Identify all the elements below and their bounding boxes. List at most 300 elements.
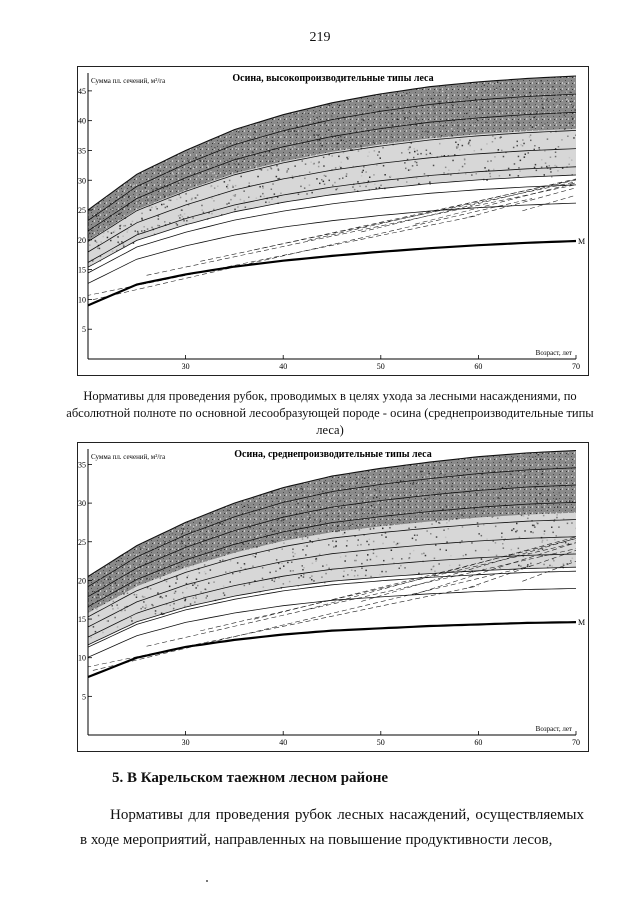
speckle xyxy=(396,94,398,96)
speckle xyxy=(294,553,296,555)
speckle xyxy=(352,139,354,141)
speckle xyxy=(513,457,515,459)
speckle xyxy=(157,169,159,171)
speckle xyxy=(537,482,539,484)
speckle xyxy=(101,581,103,583)
speckle xyxy=(98,615,100,617)
speckle xyxy=(267,528,269,530)
speckle xyxy=(309,540,311,542)
speckle xyxy=(527,80,529,82)
speckle xyxy=(194,155,196,157)
speckle xyxy=(344,532,346,534)
speckle xyxy=(463,555,465,557)
speckle xyxy=(214,187,216,189)
speckle xyxy=(517,489,519,491)
speckle xyxy=(329,180,331,182)
speckle xyxy=(277,520,279,522)
speckle xyxy=(331,155,333,157)
speckle xyxy=(497,81,499,83)
speckle xyxy=(391,113,393,115)
speckle xyxy=(197,585,199,587)
speckle xyxy=(410,169,412,171)
speckle xyxy=(152,189,154,191)
speckle xyxy=(141,218,143,220)
speckle xyxy=(303,121,305,123)
speckle xyxy=(276,559,278,561)
speckle xyxy=(495,106,497,108)
speckle xyxy=(400,492,402,494)
speckle xyxy=(302,565,304,567)
speckle xyxy=(527,506,529,508)
speckle xyxy=(557,105,559,107)
speckle xyxy=(522,145,524,147)
speckle xyxy=(164,177,166,179)
speckle xyxy=(314,117,316,119)
speckle xyxy=(326,564,328,566)
speckle xyxy=(550,157,552,159)
speckle xyxy=(243,190,245,192)
speckle xyxy=(431,154,433,156)
speckle xyxy=(252,147,254,149)
speckle xyxy=(177,178,179,180)
speckle xyxy=(144,596,146,598)
speckle xyxy=(354,570,356,572)
y-tick-label: 20 xyxy=(78,235,86,245)
speckle xyxy=(432,512,434,514)
speckle xyxy=(269,161,271,163)
speckle xyxy=(305,163,307,165)
speckle xyxy=(468,142,470,144)
speckle xyxy=(496,121,498,123)
speckle xyxy=(318,129,320,131)
speckle xyxy=(430,507,432,509)
speckle xyxy=(467,506,469,508)
speckle xyxy=(451,486,453,488)
speckle xyxy=(137,201,139,203)
speckle xyxy=(547,471,549,473)
speckle xyxy=(302,509,304,511)
speckle xyxy=(209,532,211,534)
speckle xyxy=(553,560,555,562)
speckle xyxy=(321,514,323,516)
speckle xyxy=(546,166,548,168)
speckle xyxy=(335,167,337,169)
speckle xyxy=(263,528,265,530)
speckle xyxy=(228,203,230,205)
speckle xyxy=(485,90,487,92)
speckle xyxy=(208,520,210,522)
speckle xyxy=(349,515,351,517)
speckle xyxy=(566,99,568,101)
speckle xyxy=(107,231,109,233)
speckle xyxy=(283,583,285,585)
speckle xyxy=(227,510,229,512)
speckle xyxy=(445,537,447,539)
speckle xyxy=(223,143,225,145)
speckle xyxy=(233,148,235,150)
speckle xyxy=(315,111,317,113)
speckle xyxy=(442,91,444,93)
page-number: 219 xyxy=(309,30,331,45)
speckle xyxy=(308,118,310,120)
speckle xyxy=(460,466,462,468)
speckle xyxy=(530,140,532,142)
speckle xyxy=(300,527,302,529)
speckle xyxy=(147,228,149,230)
speckle xyxy=(279,568,281,570)
speckle xyxy=(372,510,374,512)
speckle xyxy=(244,585,246,587)
speckle xyxy=(520,454,522,456)
speckle xyxy=(388,122,390,124)
speckle xyxy=(222,524,224,526)
speckle xyxy=(551,527,553,529)
speckle xyxy=(213,581,215,583)
speckle xyxy=(475,550,477,552)
speckle xyxy=(243,543,245,545)
speckle xyxy=(538,454,540,456)
speckle xyxy=(523,143,525,145)
speckle xyxy=(414,151,416,153)
speckle xyxy=(524,482,526,484)
speckle xyxy=(307,516,309,518)
speckle xyxy=(346,176,348,178)
speckle xyxy=(180,197,182,199)
speckle xyxy=(190,603,192,605)
speckle xyxy=(244,159,246,161)
speckle xyxy=(163,575,165,577)
speckle xyxy=(536,170,538,172)
speckle xyxy=(271,579,273,581)
speckle xyxy=(324,123,326,125)
speckle xyxy=(576,472,578,474)
speckle xyxy=(217,186,219,188)
speckle xyxy=(572,118,574,120)
speckle xyxy=(306,545,308,547)
speckle xyxy=(341,162,343,164)
speckle xyxy=(359,473,361,475)
speckle xyxy=(173,608,175,610)
speckle xyxy=(509,119,511,121)
minimum-line-label: М xyxy=(578,618,586,628)
speckle xyxy=(304,187,306,189)
speckle xyxy=(476,510,478,512)
speckle xyxy=(513,147,515,149)
speckle xyxy=(161,204,163,206)
speckle xyxy=(210,170,212,172)
speckle xyxy=(178,566,180,568)
speckle xyxy=(573,105,575,107)
speckle xyxy=(200,591,202,593)
speckle xyxy=(210,186,212,188)
speckle xyxy=(557,170,559,172)
speckle xyxy=(363,170,365,172)
speckle xyxy=(462,526,464,528)
speckle xyxy=(143,601,145,603)
y-tick-label: 30 xyxy=(78,176,86,186)
speckle xyxy=(376,164,378,166)
speckle xyxy=(188,575,190,577)
speckle xyxy=(542,473,544,475)
speckle xyxy=(546,99,548,101)
speckle xyxy=(499,111,501,113)
speckle xyxy=(511,503,513,505)
speckle xyxy=(151,604,153,606)
speckle xyxy=(550,467,552,469)
speckle xyxy=(344,560,346,562)
speckle xyxy=(348,526,350,528)
speckle xyxy=(303,574,305,576)
speckle xyxy=(300,186,302,188)
speckle xyxy=(127,589,129,591)
speckle xyxy=(455,476,457,478)
speckle xyxy=(400,480,402,482)
speckle xyxy=(189,560,191,562)
speckle xyxy=(398,504,400,506)
speckle xyxy=(170,200,172,202)
speckle xyxy=(157,225,159,227)
speckle xyxy=(431,136,433,138)
speckle xyxy=(516,111,518,113)
speckle xyxy=(234,195,236,197)
speckle xyxy=(124,588,126,590)
speckle xyxy=(399,542,401,544)
speckle xyxy=(328,544,330,546)
speckle xyxy=(89,244,91,246)
speckle xyxy=(412,483,414,485)
speckle xyxy=(216,555,218,557)
speckle xyxy=(486,538,488,540)
speckle xyxy=(112,608,114,610)
speckle xyxy=(311,501,313,503)
speckle xyxy=(362,172,364,174)
speckle xyxy=(133,185,135,187)
speckle xyxy=(339,105,341,107)
speckle xyxy=(224,594,226,596)
speckle xyxy=(511,549,512,551)
speckle xyxy=(478,533,480,535)
speckle xyxy=(458,494,460,496)
speckle xyxy=(293,142,295,144)
speckle xyxy=(539,493,541,495)
speckle xyxy=(444,474,446,476)
x-tick-label: 40 xyxy=(279,738,288,747)
speckle xyxy=(467,120,469,122)
speckle xyxy=(428,473,430,475)
speckle xyxy=(368,488,370,490)
speckle xyxy=(414,148,416,150)
speckle xyxy=(392,474,394,476)
speckle xyxy=(223,592,225,594)
speckle xyxy=(354,128,356,130)
speckle xyxy=(527,566,529,568)
x-axis-label: Возраст, лет xyxy=(535,725,572,733)
speckle xyxy=(345,555,347,557)
speckle xyxy=(145,604,147,606)
speckle xyxy=(112,605,114,607)
speckle xyxy=(380,489,382,491)
speckle xyxy=(551,490,553,492)
speckle xyxy=(518,122,520,124)
speckle xyxy=(420,153,422,155)
speckle xyxy=(520,160,522,162)
speckle xyxy=(500,137,502,139)
speckle xyxy=(236,151,238,153)
speckle xyxy=(355,134,357,136)
speckle xyxy=(525,471,527,473)
speckle xyxy=(117,242,119,244)
speckle xyxy=(354,575,356,577)
speckle xyxy=(165,595,167,597)
speckle xyxy=(575,135,577,137)
speckle xyxy=(324,184,326,186)
speckle xyxy=(503,547,505,549)
speckle xyxy=(292,570,294,572)
speckle xyxy=(372,508,374,510)
speckle xyxy=(407,475,409,477)
speckle xyxy=(506,103,508,105)
speckle xyxy=(262,578,264,580)
speckle xyxy=(159,596,161,598)
speckle xyxy=(570,92,572,94)
speckle xyxy=(346,173,348,175)
speckle xyxy=(226,186,228,188)
speckle xyxy=(290,489,292,491)
speckle xyxy=(369,539,371,541)
speckle xyxy=(556,494,558,496)
speckle xyxy=(518,565,520,567)
speckle xyxy=(122,236,124,238)
speckle xyxy=(281,563,283,565)
speckle xyxy=(258,497,260,499)
speckle xyxy=(392,470,394,472)
speckle xyxy=(248,136,250,138)
speckle xyxy=(457,482,459,484)
speckle xyxy=(192,537,194,539)
speckle xyxy=(346,157,348,159)
speckle xyxy=(569,157,571,159)
speckle xyxy=(186,587,188,589)
speckle xyxy=(342,177,344,179)
speckle xyxy=(509,482,511,484)
speckle xyxy=(204,571,206,573)
speckle xyxy=(492,83,494,85)
speckle xyxy=(283,539,285,541)
speckle xyxy=(556,166,558,168)
speckle xyxy=(552,86,554,88)
speckle xyxy=(380,512,382,514)
y-tick-label: 10 xyxy=(78,653,86,663)
speckle xyxy=(311,192,313,194)
speckle xyxy=(271,168,273,170)
speckle xyxy=(226,203,228,205)
speckle xyxy=(565,118,567,120)
speckle xyxy=(174,593,176,595)
speckle xyxy=(223,585,225,587)
speckle xyxy=(569,498,571,500)
speckle xyxy=(480,458,482,460)
speckle xyxy=(370,528,372,530)
speckle xyxy=(201,540,203,542)
speckle xyxy=(113,601,115,603)
speckle xyxy=(529,493,531,495)
speckle xyxy=(280,193,282,195)
speckle xyxy=(406,93,408,95)
speckle xyxy=(244,563,246,565)
speckle xyxy=(390,524,392,526)
speckle xyxy=(431,109,433,111)
speckle xyxy=(486,143,488,145)
speckle xyxy=(182,592,184,594)
speckle xyxy=(538,481,540,483)
speckle xyxy=(476,116,478,118)
speckle xyxy=(282,548,284,550)
speckle xyxy=(131,574,133,576)
speckle xyxy=(315,114,317,116)
speckle xyxy=(229,135,231,137)
speckle xyxy=(527,107,529,109)
speckle xyxy=(541,108,543,110)
speckle xyxy=(336,531,338,533)
speckle xyxy=(293,556,295,558)
speckle xyxy=(292,552,294,554)
speckle xyxy=(471,174,473,176)
speckle xyxy=(493,102,495,104)
speckle xyxy=(311,575,313,577)
speckle xyxy=(127,565,129,567)
speckle xyxy=(375,489,377,491)
speckle xyxy=(303,576,305,578)
speckle xyxy=(283,512,285,514)
speckle xyxy=(305,113,307,115)
speckle xyxy=(384,174,386,176)
speckle xyxy=(183,556,185,558)
speckle xyxy=(564,83,566,85)
speckle xyxy=(151,227,153,229)
speckle xyxy=(106,220,108,222)
speckle xyxy=(362,493,364,495)
chart-title: Осина, высокопроизводительные типы леса xyxy=(232,73,434,84)
speckle xyxy=(180,543,182,545)
speckle xyxy=(366,541,368,543)
speckle xyxy=(530,531,532,533)
speckle xyxy=(179,181,181,183)
speckle xyxy=(381,534,383,536)
speckle xyxy=(409,152,411,154)
speckle xyxy=(256,198,258,200)
speckle xyxy=(564,128,566,130)
speckle xyxy=(468,129,470,131)
speckle xyxy=(570,560,572,562)
speckle xyxy=(544,530,546,532)
speckle xyxy=(467,477,469,479)
speckle xyxy=(497,490,499,492)
speckle xyxy=(339,166,341,168)
speckle xyxy=(330,527,332,529)
speckle xyxy=(127,593,129,595)
speckle xyxy=(195,598,197,600)
y-tick-label: 40 xyxy=(78,116,86,126)
speckle xyxy=(501,150,503,152)
speckle xyxy=(302,488,304,490)
speckle xyxy=(418,183,420,185)
speckle xyxy=(455,142,457,144)
speckle xyxy=(440,473,442,475)
speckle xyxy=(195,197,197,199)
speckle xyxy=(176,568,178,570)
speckle xyxy=(492,141,494,143)
speckle xyxy=(277,178,279,180)
